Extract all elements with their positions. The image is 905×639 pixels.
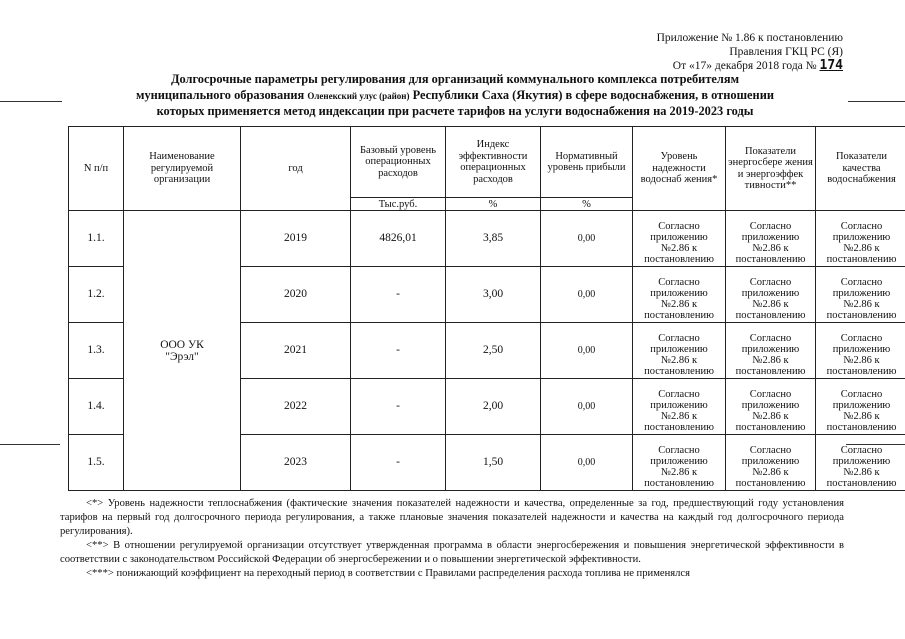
note-line: постановлению	[644, 478, 714, 489]
footnote-1: <*> Уровень надежности теплоснабжения (фактические значения показателей надежности и качества, определенные за год, предшествующий году установления тарифов на первый год долгосрочного периода регулирования, а также плановые значения показателей надежности и качества на каждый год долгосрочного периода регулирования).	[60, 498, 844, 537]
cell-reliability	[633, 323, 726, 379]
cell-year: 2020	[241, 267, 351, 323]
cell-reliability	[633, 435, 726, 491]
cell-num: 1.3.	[69, 323, 124, 379]
note-line: постановлению	[644, 254, 714, 265]
note-line: постановлению	[735, 254, 806, 265]
cell-year: 2019	[241, 211, 351, 267]
table-row	[69, 211, 905, 267]
note-line: №2.86 к	[752, 299, 789, 310]
note-line: №2.86 к	[843, 411, 880, 422]
cell-index: 2,50	[446, 323, 541, 379]
note-line: Согласно	[749, 277, 792, 288]
note-line: Согласно	[658, 389, 700, 400]
cell-reliability	[633, 379, 726, 435]
note-line: постановлению	[644, 310, 714, 321]
organization-name: ООО УК "Эрэл"	[160, 338, 204, 363]
note-line: Согласно	[658, 277, 700, 288]
title-line-2-prefix: муниципального образования	[136, 87, 305, 102]
note-line: постановлению	[826, 366, 897, 377]
note-line: Согласно	[840, 389, 883, 400]
unit-index: %	[446, 198, 541, 211]
cell-quality	[816, 267, 905, 323]
parameters-table	[68, 126, 905, 491]
cell-reliability	[633, 267, 726, 323]
note-line: приложению	[650, 344, 708, 355]
note-line: Согласно	[840, 221, 883, 232]
note-line: приложению	[741, 400, 800, 411]
note-line: приложению	[650, 232, 708, 243]
note-line: Согласно	[840, 333, 883, 344]
note-line: приложению	[741, 456, 800, 467]
annex-line-2: Правления ГКЦ РС (Я)	[729, 45, 843, 58]
cell-quality	[816, 211, 905, 267]
annex-header	[657, 32, 843, 74]
note-line: Согласно	[749, 333, 792, 344]
cell-year: 2021	[241, 323, 351, 379]
title-line-2	[60, 88, 850, 105]
title-line-1: Долгосрочные параметры регулирования для организаций коммунального комплекса потребителям	[170, 72, 740, 86]
note-line: приложению	[741, 232, 800, 243]
note-line: Согласно	[658, 221, 700, 232]
cell-index: 3,00	[446, 267, 541, 323]
header-quality: Показатели качества водоснабжения	[816, 127, 905, 211]
note-line: Согласно	[749, 445, 792, 456]
cell-index: 2,00	[446, 379, 541, 435]
note-line: постановлению	[735, 478, 806, 489]
note-line: постановлению	[735, 422, 806, 433]
note-line: Согласно	[749, 389, 792, 400]
note-line: постановлению	[644, 422, 714, 433]
scan-artifact-line	[848, 101, 905, 102]
unit-profit: %	[541, 198, 633, 211]
note-line: №2.86 к	[752, 411, 789, 422]
title-region: Оленекский улус (район)	[307, 90, 410, 101]
cell-num: 1.4.	[69, 379, 124, 435]
cell-organization	[124, 211, 241, 491]
note-line: Согласно	[840, 277, 883, 288]
note-line: постановлению	[826, 310, 897, 321]
note-line: Согласно	[749, 221, 792, 232]
note-line: постановлению	[826, 422, 897, 433]
header-energy: Показатели энергосбере жения и энергоэффек тивности**	[726, 127, 816, 211]
cell-num: 1.2.	[69, 267, 124, 323]
cell-base: -	[351, 323, 446, 379]
cell-energy	[726, 211, 816, 267]
cell-profit: 0,00	[541, 435, 633, 491]
cell-energy	[726, 323, 816, 379]
note-line: №2.86 к	[752, 243, 789, 254]
cell-energy	[726, 379, 816, 435]
cell-index: 1,50	[446, 435, 541, 491]
note-line: приложению	[832, 288, 891, 299]
note-line: приложению	[650, 288, 708, 299]
note-line: №2.86 к	[843, 355, 880, 366]
cell-reliability	[633, 211, 726, 267]
note-line: постановлению	[735, 310, 806, 321]
footnote-3: <***> понижающий коэффициент на переходный период в соответствии с Правилами распределения расхода топлива не применялся	[86, 568, 690, 579]
header-num: N п/п	[69, 127, 124, 211]
note-line: Согласно	[658, 445, 700, 456]
annex-date: От «17» декабря 2018 года №	[672, 60, 817, 72]
header-year: год	[241, 127, 351, 211]
cell-index: 3,85	[446, 211, 541, 267]
cell-quality	[816, 323, 905, 379]
cell-base: -	[351, 379, 446, 435]
note-line: приложению	[832, 344, 891, 355]
cell-profit: 0,00	[541, 267, 633, 323]
annex-number: 174	[819, 58, 843, 73]
note-line: №2.86 к	[660, 243, 698, 254]
title-line-2-suffix: Республики Саха (Якутия) в сфере водоснабжения, в отношении	[412, 87, 774, 102]
note-line: №2.86 к	[843, 467, 880, 478]
annex-line-1: Приложение № 1.86 к постановлению	[656, 32, 843, 44]
table-header-row	[69, 127, 905, 198]
cell-energy	[726, 435, 816, 491]
note-line: Согласно	[658, 333, 700, 344]
header-index: Индекс эффективности операционных расходов	[446, 127, 541, 198]
unit-base: Тыс.руб.	[351, 198, 446, 211]
document-title	[60, 72, 850, 120]
cell-profit: 0,00	[541, 323, 633, 379]
header-org: Наименование регулируемой организации	[124, 127, 241, 211]
note-line: постановлению	[735, 366, 806, 377]
note-line: №2.86 к	[752, 355, 789, 366]
cell-base: 4826,01	[351, 211, 446, 267]
note-line: №2.86 к	[843, 243, 880, 254]
note-line: №2.86 к	[660, 411, 698, 422]
note-line: №2.86 к	[660, 355, 698, 366]
note-line: приложению	[832, 456, 891, 467]
note-line: Согласно	[840, 445, 883, 456]
cell-num: 1.5.	[69, 435, 124, 491]
cell-profit: 0,00	[541, 211, 633, 267]
header-base: Базовый уровень операционных расходов	[351, 127, 446, 198]
note-line: №2.86 к	[660, 299, 698, 310]
footnotes	[60, 497, 844, 581]
note-line: постановлению	[644, 366, 714, 377]
note-line: приложению	[650, 400, 708, 411]
cell-base: -	[351, 435, 446, 491]
note-line: №2.86 к	[660, 467, 698, 478]
note-line: постановлению	[826, 254, 897, 265]
cell-quality	[816, 435, 905, 491]
title-line-3: которых применяется метод индексации при расчете тарифов на услуги водоснабжения на 2019-2023 годы	[156, 104, 754, 118]
note-line: №2.86 к	[752, 467, 789, 478]
scan-artifact-line	[0, 101, 62, 102]
cell-year: 2023	[241, 435, 351, 491]
note-line: приложению	[832, 232, 891, 243]
cell-base: -	[351, 267, 446, 323]
header-profit: Нормативный уровень прибыли	[541, 127, 633, 198]
cell-quality	[816, 379, 905, 435]
note-line: приложению	[832, 400, 891, 411]
cell-energy	[726, 267, 816, 323]
cell-profit: 0,00	[541, 379, 633, 435]
note-line: приложению	[741, 344, 800, 355]
cell-year: 2022	[241, 379, 351, 435]
note-line: приложению	[650, 456, 708, 467]
scan-artifact-line	[0, 444, 60, 445]
note-line: №2.86 к	[843, 299, 880, 310]
note-line: приложению	[741, 288, 800, 299]
header-reliability: Уровень надежности водоснаб жения*	[633, 127, 726, 211]
footnote-2: <**> В отношении регулируемой организации отсутствует утвержденная программа в области энергосбережения и повышения энергетической эффективности в соответствии с законодательством Российской Федерации об энергосбережении и о повышении энергетической эффективности.	[60, 540, 844, 565]
note-line: постановлению	[826, 478, 897, 489]
cell-num: 1.1.	[69, 211, 124, 267]
